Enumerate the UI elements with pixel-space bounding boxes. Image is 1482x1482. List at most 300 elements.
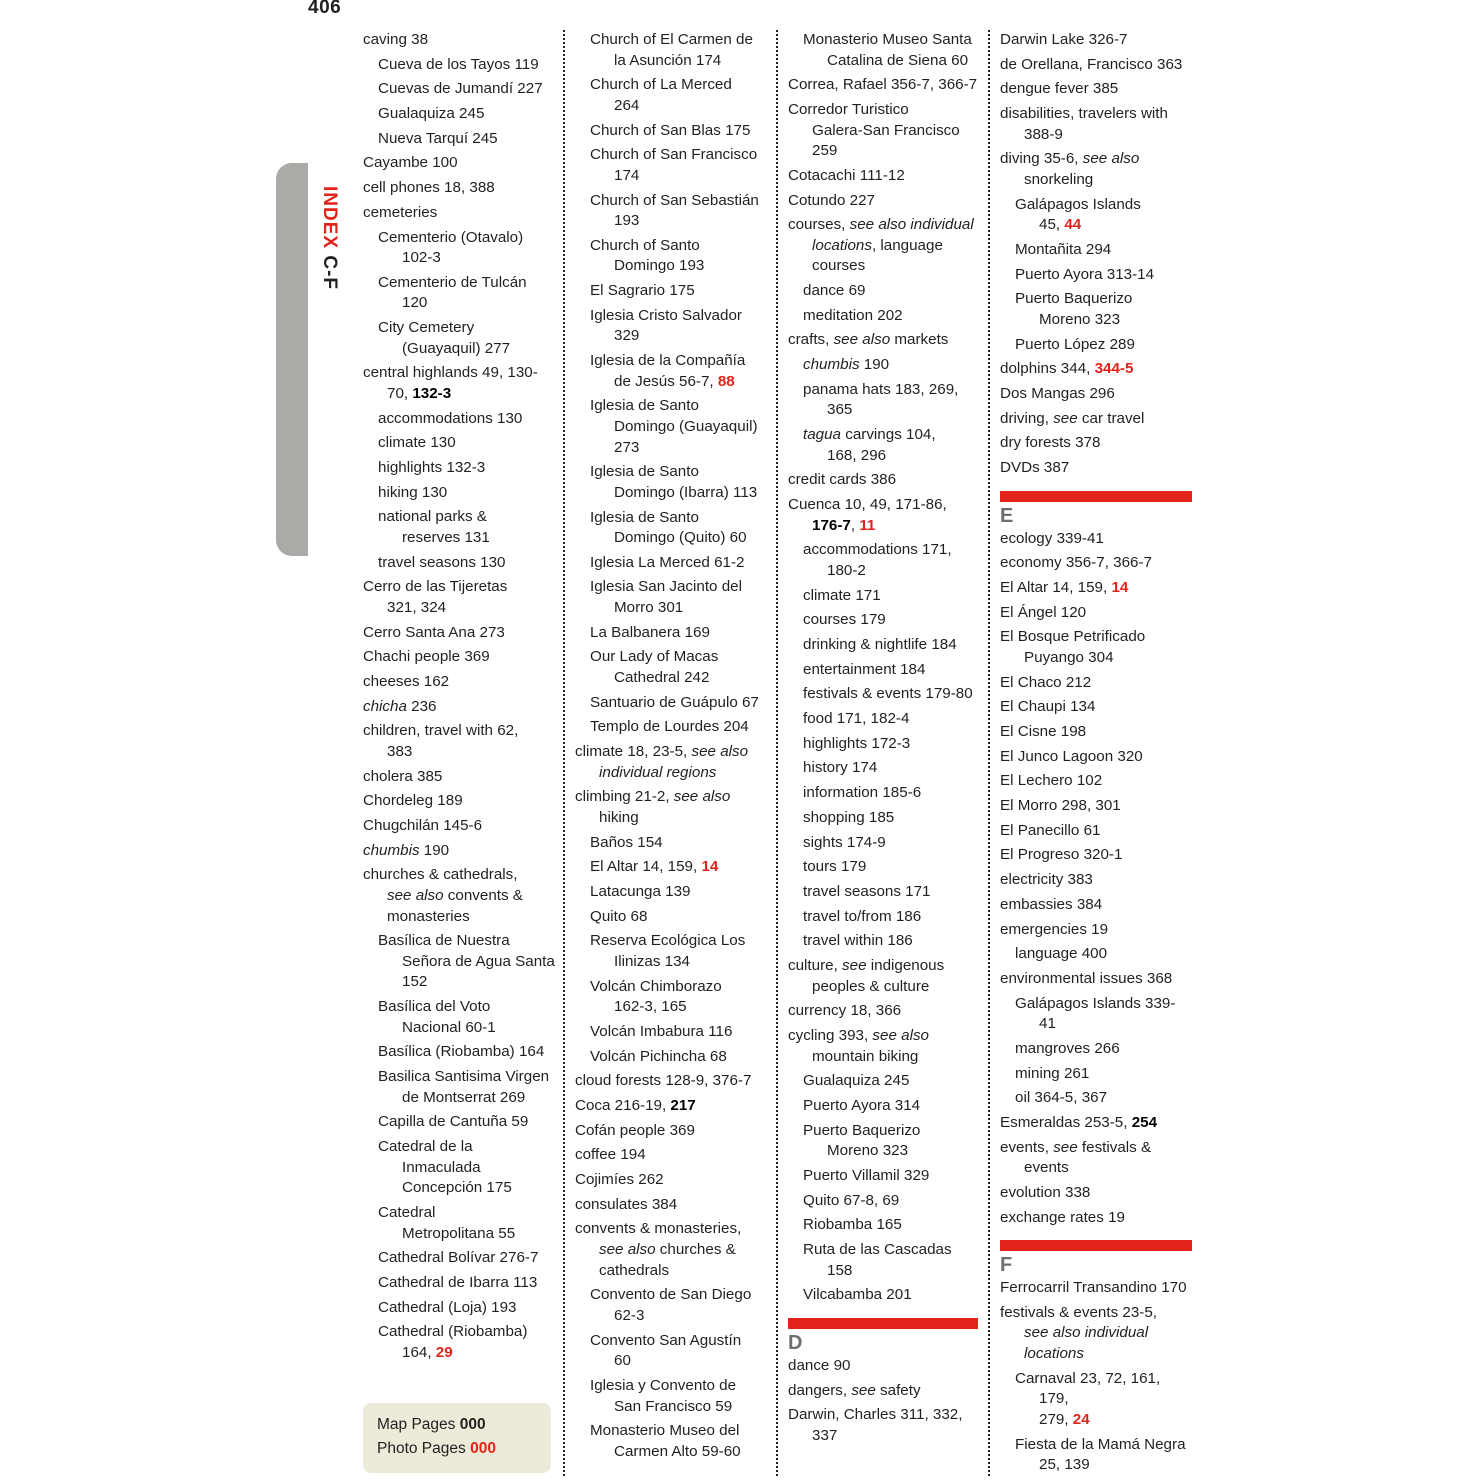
entry-text: mountain biking bbox=[812, 1047, 919, 1065]
entry-text: Iglesia de Santo Domingo (Ibarra) 113 bbox=[590, 463, 758, 501]
column-divider bbox=[988, 30, 990, 1476]
index-subentry bbox=[363, 1273, 555, 1294]
entry-text: Cuenca 10, 49, 171-86, bbox=[788, 496, 947, 514]
entry-text: Basílica del Voto Nacional 60-1 bbox=[378, 998, 496, 1036]
index-subentry bbox=[788, 1240, 978, 1281]
entry-text: Catedral Metropolitana 55 bbox=[378, 1203, 516, 1242]
entry-text: Cojimíes 262 bbox=[575, 1171, 664, 1189]
entry-text: Cathedral Bolívar 276-7 bbox=[378, 1249, 539, 1267]
entry-text: Cementerio de Tulcán 120 bbox=[378, 273, 527, 312]
index-entry bbox=[1000, 359, 1192, 380]
index-entry bbox=[1000, 433, 1192, 454]
index-entry bbox=[1000, 796, 1192, 817]
index-entry bbox=[575, 1071, 767, 1092]
index-subentry bbox=[1000, 994, 1192, 1035]
photo-pages-value: 000 bbox=[470, 1440, 496, 1457]
entry-text: El Lechero 102 bbox=[1000, 772, 1103, 790]
index-subentry bbox=[1000, 1369, 1192, 1431]
index-side-tab bbox=[276, 163, 308, 556]
index-entry bbox=[788, 75, 978, 96]
index-subentry bbox=[1000, 195, 1192, 236]
entry-text: Quito 68 bbox=[590, 907, 648, 925]
index-subentry bbox=[575, 462, 767, 503]
index-subentry bbox=[788, 610, 978, 631]
entry-text: Riobamba 165 bbox=[803, 1216, 902, 1234]
entry-text: climate 130 bbox=[378, 434, 456, 452]
entry-text: history 174 bbox=[803, 759, 878, 777]
index-entry bbox=[363, 203, 555, 224]
index-subentry bbox=[575, 306, 767, 347]
index-entry bbox=[1000, 553, 1192, 574]
index-entry bbox=[788, 166, 978, 187]
entry-text: Chugchilán 145-6 bbox=[363, 817, 483, 835]
entry-text: Iglesia de Santo Domingo (Guayaquil) 273 bbox=[590, 397, 758, 456]
entry-italic-text: see bbox=[1053, 409, 1078, 427]
entry-text: Nueva Tarquí 245 bbox=[378, 129, 498, 147]
entry-text: Vilcabamba 201 bbox=[803, 1286, 912, 1304]
entry-text: caving 38 bbox=[363, 31, 429, 48]
entry-text: El Altar 14, 159, bbox=[590, 858, 702, 876]
entry-text: emergencies 19 bbox=[1000, 920, 1109, 938]
index-entry bbox=[363, 577, 555, 618]
index-column-1 bbox=[363, 30, 555, 1368]
index-subentry bbox=[575, 236, 767, 277]
map-page-ref: 132-3 bbox=[412, 384, 452, 402]
index-subentry bbox=[575, 931, 767, 972]
entry-text: Iglesia y Convento de San Francisco 59 bbox=[590, 1376, 737, 1415]
entry-text: Volcán Chimborazo 162-3, 165 bbox=[590, 977, 722, 1016]
index-subentry bbox=[575, 508, 767, 549]
index-subentry bbox=[1000, 1435, 1192, 1476]
entry-text: cholera 385 bbox=[363, 767, 443, 785]
entry-text: indigenous peoples & culture bbox=[812, 956, 945, 995]
entry-text: , language courses bbox=[812, 236, 943, 275]
entry-text: food 171, 182-4 bbox=[803, 710, 910, 728]
index-entry bbox=[1000, 845, 1192, 866]
index-entry bbox=[1000, 104, 1192, 145]
index-entry bbox=[1000, 149, 1192, 190]
index-entry bbox=[788, 1381, 978, 1402]
column-divider bbox=[563, 30, 565, 1476]
entry-text: La Balbanera 169 bbox=[590, 623, 710, 641]
entry-text: culture, bbox=[788, 956, 843, 974]
entry-text: Basílica (Riobamba) 164 bbox=[378, 1043, 545, 1061]
index-subentry bbox=[575, 857, 767, 878]
entry-text: Our Lady of Macas Cathedral 242 bbox=[590, 648, 719, 687]
page-number: 406 bbox=[308, 0, 342, 18]
entry-text: festivals & events 23-5, bbox=[1000, 1303, 1158, 1321]
photo-page-ref: 14 bbox=[1111, 578, 1129, 596]
entry-text: cell phones 18, 388 bbox=[363, 179, 495, 197]
photo-page-ref: 344-5 bbox=[1094, 360, 1134, 378]
entry-text: economy 356-7, 366-7 bbox=[1000, 554, 1152, 572]
entry-text: cheeses 162 bbox=[363, 673, 450, 690]
entry-text: travel seasons 130 bbox=[378, 553, 506, 571]
index-entry bbox=[363, 30, 555, 51]
entry-italic-text: see also bbox=[599, 1241, 656, 1259]
entry-text: travel seasons 171 bbox=[803, 882, 931, 900]
entry-italic-text: see bbox=[842, 956, 867, 974]
section-bar bbox=[1000, 491, 1192, 502]
index-entry bbox=[363, 767, 555, 788]
index-subentry bbox=[788, 355, 978, 376]
entry-text: de Orellana, Francisco 363 bbox=[1000, 55, 1183, 73]
index-subentry bbox=[575, 191, 767, 232]
photo-pages-label: Photo Pages bbox=[377, 1440, 466, 1457]
index-word: INDEX bbox=[319, 186, 340, 250]
index-entry bbox=[575, 1145, 767, 1166]
index-subentry bbox=[575, 1421, 767, 1462]
map-page-ref: 176-7 bbox=[812, 516, 851, 534]
page-legend bbox=[363, 1403, 551, 1473]
entry-text: Dos Mangas 296 bbox=[1000, 384, 1115, 402]
index-entry bbox=[363, 816, 555, 837]
index-subentry bbox=[363, 1067, 555, 1108]
entry-text: El Panecillo 61 bbox=[1000, 821, 1101, 839]
index-entry bbox=[575, 1096, 767, 1117]
index-subentry bbox=[363, 458, 555, 479]
entry-text: panama hats 183, 269, 365 bbox=[803, 380, 959, 419]
index-subentry bbox=[575, 647, 767, 688]
entry-text: drinking & nightlife 184 bbox=[803, 636, 957, 654]
entry-text: Cerro Santa Ana 273 bbox=[363, 623, 505, 641]
entry-text: currency 18, 366 bbox=[788, 1002, 902, 1020]
entry-text: Cathedral (Riobamba) 164, bbox=[378, 1323, 528, 1361]
index-entry bbox=[788, 191, 978, 212]
index-subentry bbox=[363, 1042, 555, 1063]
entry-text: Capilla de Cantuña 59 bbox=[378, 1113, 529, 1131]
entry-text: Corredor Turistico Galera-San Francisco 259 bbox=[788, 100, 960, 160]
index-entry bbox=[363, 647, 555, 668]
entry-text: Church of La Merced 264 bbox=[590, 76, 732, 114]
entry-text: accommodations 171, 180-2 bbox=[803, 541, 952, 579]
entry-text: language 400 bbox=[1015, 945, 1108, 963]
map-pages-line bbox=[377, 1413, 551, 1437]
index-subentry bbox=[363, 79, 555, 100]
index-subentry bbox=[575, 396, 767, 458]
index-subentry bbox=[788, 1285, 978, 1306]
entry-text: Church of San Sebastián 193 bbox=[590, 191, 759, 230]
index-entry bbox=[1000, 673, 1192, 694]
entry-text: Convento de San Diego 62-3 bbox=[590, 1286, 752, 1324]
entry-text: markets bbox=[890, 331, 949, 349]
index-column-2 bbox=[575, 30, 767, 1466]
entry-text: coffee 194 bbox=[575, 1146, 646, 1164]
entry-text: mangroves 266 bbox=[1015, 1039, 1120, 1057]
index-entry bbox=[1000, 578, 1192, 599]
entry-text: credit cards 386 bbox=[788, 471, 897, 489]
index-subentry bbox=[788, 833, 978, 854]
entry-text: Correa, Rafael 356-7, 366-7 bbox=[788, 76, 978, 94]
entry-text: Puerto Baquerizo Moreno 323 bbox=[1015, 290, 1133, 328]
index-subentry bbox=[788, 660, 978, 681]
entry-text: highlights 132-3 bbox=[378, 459, 486, 476]
entry-text: car travel bbox=[1077, 409, 1145, 427]
index-subentry bbox=[575, 623, 767, 644]
entry-text: Galápagos Islands 45, bbox=[1015, 195, 1141, 234]
entry-text: 190 bbox=[859, 356, 890, 374]
index-subentry bbox=[1000, 240, 1192, 261]
entry-italic-text: see also individual locations bbox=[1024, 1324, 1149, 1363]
entry-text: tours 179 bbox=[803, 858, 867, 876]
entry-text: El Bosque Petrificado Puyango 304 bbox=[1000, 628, 1146, 666]
entry-text: Volcán Imbabura 116 bbox=[590, 1022, 733, 1040]
entry-italic-text: see also bbox=[1082, 150, 1140, 168]
entry-italic-text: see also bbox=[833, 331, 891, 349]
entry-text: mining 261 bbox=[1015, 1064, 1090, 1082]
index-subentry bbox=[788, 783, 978, 804]
index-subentry bbox=[363, 228, 555, 269]
entry-text: Monasterio Museo del Carmen Alto 59-60 bbox=[590, 1422, 741, 1460]
entry-text: Chordeleg 189 bbox=[363, 792, 463, 810]
entry-text: disabilities, travelers with 388-9 bbox=[1000, 105, 1168, 143]
index-entry bbox=[1000, 1183, 1192, 1204]
index-entry bbox=[1000, 1208, 1192, 1229]
entry-text: Cuevas de Jumandí 227 bbox=[378, 80, 543, 98]
section-bar bbox=[788, 1318, 978, 1329]
entry-text: dolphins 344, bbox=[1000, 360, 1095, 378]
entry-text: dance 90 bbox=[788, 1356, 851, 1374]
entry-text: City Cemetery (Guayaquil) 277 bbox=[378, 319, 511, 357]
entry-text: churches & cathedrals, bbox=[363, 866, 518, 884]
entry-text: national parks & reserves 131 bbox=[378, 508, 490, 546]
index-entry bbox=[363, 697, 555, 718]
entry-text: information 185-6 bbox=[803, 784, 922, 802]
entry-text: Iglesia San Jacinto del Morro 301 bbox=[590, 578, 742, 617]
index-entry bbox=[788, 1356, 978, 1377]
entry-text: convents & monasteries, bbox=[575, 1220, 742, 1238]
entry-italic-text: chumbis bbox=[803, 356, 860, 374]
index-subentry bbox=[575, 1047, 767, 1068]
index-entry bbox=[575, 787, 767, 828]
entry-text: El Sagrario 175 bbox=[590, 282, 695, 300]
entry-text: Galápagos Islands 339-41 bbox=[1015, 994, 1176, 1033]
entry-text: El Morro 298, 301 bbox=[1000, 797, 1121, 815]
index-entry bbox=[1000, 409, 1192, 430]
index-entry bbox=[1000, 1113, 1192, 1134]
entry-text: Cofán people 369 bbox=[575, 1121, 695, 1139]
index-subentry bbox=[788, 30, 978, 71]
index-entry bbox=[1000, 603, 1192, 624]
entry-text: Templo de Lourdes 204 bbox=[590, 718, 749, 736]
entry-text: courses 179 bbox=[803, 611, 886, 629]
index-entry bbox=[363, 865, 555, 927]
entry-text: cycling 393, bbox=[788, 1026, 873, 1044]
entry-text: shopping 185 bbox=[803, 808, 895, 826]
section-bar bbox=[1000, 1240, 1192, 1251]
index-entry bbox=[1000, 79, 1192, 100]
entry-text: Coca 216-19, bbox=[575, 1097, 671, 1115]
index-entry bbox=[788, 470, 978, 491]
index-entry bbox=[575, 1219, 767, 1281]
index-subentry bbox=[788, 684, 978, 705]
entry-text: Cerro de las Tijeretas 321, 324 bbox=[363, 578, 508, 616]
section-letter: D bbox=[788, 1331, 803, 1354]
photo-pages-line bbox=[377, 1437, 551, 1461]
entry-text: Puerto Villamil 329 bbox=[803, 1166, 930, 1184]
index-subentry bbox=[575, 833, 767, 854]
index-subentry bbox=[575, 717, 767, 738]
index-subentry bbox=[575, 145, 767, 186]
entry-text: DVDs 387 bbox=[1000, 459, 1070, 476]
entry-italic-text: see also individual locations bbox=[812, 216, 974, 254]
entry-text: cloud forests 128-9, 376-7 bbox=[575, 1072, 752, 1090]
index-entry bbox=[363, 363, 555, 404]
index-subentry bbox=[363, 318, 555, 359]
index-subentry bbox=[575, 1376, 767, 1417]
index-entry bbox=[788, 495, 978, 536]
index-subentry bbox=[788, 1121, 978, 1162]
index-subentry bbox=[1000, 1039, 1192, 1060]
index-entry bbox=[1000, 1138, 1192, 1179]
entry-text: driving, bbox=[1000, 409, 1054, 427]
entry-text: evolution 338 bbox=[1000, 1183, 1091, 1201]
index-subentry bbox=[363, 104, 555, 125]
index-subentry bbox=[788, 1191, 978, 1212]
entry-text: Gualaquiza 245 bbox=[803, 1072, 910, 1090]
index-entry bbox=[363, 841, 555, 862]
index-entry bbox=[575, 742, 767, 783]
index-entry bbox=[788, 1405, 978, 1446]
entry-text: cemeteries bbox=[363, 203, 438, 221]
index-subentry bbox=[788, 857, 978, 878]
index-entry bbox=[1000, 747, 1192, 768]
entry-text: courses, bbox=[788, 216, 850, 234]
index-entry bbox=[363, 721, 555, 762]
index-subentry bbox=[575, 30, 767, 71]
index-entry bbox=[363, 153, 555, 174]
entry-text: travel to/from 186 bbox=[803, 907, 922, 925]
index-subentry bbox=[788, 281, 978, 302]
entry-italic-text: see bbox=[1053, 1138, 1078, 1156]
index-subentry bbox=[1000, 265, 1192, 286]
entry-text: climate 171 bbox=[803, 586, 881, 604]
index-subentry bbox=[575, 351, 767, 392]
index-subentry bbox=[575, 281, 767, 302]
entry-text: Cueva de los Tayos 119 bbox=[378, 55, 539, 73]
index-subentry bbox=[1000, 944, 1192, 965]
index-subentry bbox=[575, 882, 767, 903]
entry-text: festivals & events 179-80 bbox=[803, 685, 973, 703]
index-subentry bbox=[363, 931, 555, 993]
index-entry bbox=[575, 1170, 767, 1191]
index-entry bbox=[788, 1001, 978, 1022]
entry-text: embassies 384 bbox=[1000, 895, 1103, 913]
index-entry bbox=[363, 178, 555, 199]
index-subentry bbox=[788, 635, 978, 656]
entry-text: climbing 21-2, bbox=[575, 788, 674, 806]
index-subentry bbox=[363, 1137, 555, 1199]
entry-text: 236 bbox=[406, 697, 437, 715]
index-subentry bbox=[363, 55, 555, 76]
entry-italic-text: see also bbox=[673, 788, 731, 806]
entry-text: Ferrocarril Transandino 170 bbox=[1000, 1279, 1187, 1297]
index-subentry bbox=[788, 1215, 978, 1236]
entry-text: Iglesia La Merced 61-2 bbox=[590, 553, 745, 571]
entry-text: environmental issues 368 bbox=[1000, 969, 1173, 987]
index-entry bbox=[363, 791, 555, 812]
index-subentry bbox=[363, 409, 555, 430]
entry-text: entertainment 184 bbox=[803, 660, 926, 678]
index-subentry bbox=[363, 483, 555, 504]
entry-text: Santuario de Guápulo 67 bbox=[590, 693, 759, 711]
index-subentry bbox=[575, 693, 767, 714]
entry-text: dry forests 378 bbox=[1000, 434, 1101, 452]
entry-text: Ruta de las Cascadas 158 bbox=[803, 1240, 952, 1279]
entry-italic-text: chumbis bbox=[363, 841, 420, 859]
entry-italic-text: tagua bbox=[803, 426, 842, 444]
entry-text: Convento San Agustín 60 bbox=[590, 1331, 742, 1370]
map-pages-value: 000 bbox=[459, 1416, 486, 1433]
index-entry bbox=[1000, 458, 1192, 479]
index-entry bbox=[575, 1195, 767, 1216]
entry-text: central highlands 49, 130- 70, bbox=[363, 364, 538, 402]
section-letter: E bbox=[1000, 504, 1014, 527]
entry-text: convents & monasteries bbox=[387, 887, 523, 925]
entry-text: El Chaco 212 bbox=[1000, 673, 1092, 691]
index-subentry bbox=[788, 882, 978, 903]
entry-text: Church of San Blas 175 bbox=[590, 121, 751, 139]
index-subentry bbox=[575, 907, 767, 928]
index-subentry bbox=[363, 1248, 555, 1269]
entry-text: Chachi people 369 bbox=[363, 648, 490, 666]
index-subentry bbox=[788, 1166, 978, 1187]
entry-text: Montañita 294 bbox=[1015, 240, 1112, 258]
index-subentry bbox=[363, 1112, 555, 1133]
index-entry bbox=[1000, 30, 1192, 51]
map-pages-label: Map Pages bbox=[377, 1416, 456, 1433]
index-subentry bbox=[363, 129, 555, 150]
index-entry bbox=[1000, 722, 1192, 743]
index-subentry bbox=[788, 931, 978, 952]
entry-italic-text: see also bbox=[872, 1026, 929, 1044]
entry-text: Volcán Pichincha 68 bbox=[590, 1047, 727, 1065]
entry-text: hiking bbox=[599, 808, 639, 826]
index-range: C-F bbox=[319, 255, 340, 291]
entry-text: ecology 339-41 bbox=[1000, 529, 1104, 547]
index-subentry bbox=[575, 1285, 767, 1326]
index-entry bbox=[575, 1121, 767, 1142]
entry-text: Esmeraldas 253-5, bbox=[1000, 1113, 1132, 1131]
entry-text: El Progreso 320-1 bbox=[1000, 846, 1123, 864]
index-subentry bbox=[788, 380, 978, 421]
index-subentry bbox=[363, 1298, 555, 1319]
entry-text: travel within 186 bbox=[803, 932, 913, 950]
entry-text: safety bbox=[875, 1381, 921, 1399]
index-entry bbox=[1000, 969, 1192, 990]
entry-text: , bbox=[850, 516, 860, 534]
entry-text: snorkeling bbox=[1024, 170, 1094, 188]
entry-text: Puerto Baquerizo Moreno 323 bbox=[803, 1121, 921, 1160]
entry-text: Darwin, Charles 311, 332, 337 bbox=[788, 1406, 963, 1444]
entry-text: El Ángel 120 bbox=[1000, 603, 1087, 621]
index-entry bbox=[788, 215, 978, 277]
index-subentry bbox=[1000, 1088, 1192, 1109]
entry-text: dangers, bbox=[788, 1381, 852, 1399]
entry-text: crafts, bbox=[788, 331, 834, 349]
photo-page-ref: 11 bbox=[859, 516, 876, 534]
entry-text: carvings 104, 168, 296 bbox=[827, 426, 936, 464]
entry-text: Quito 67-8, 69 bbox=[803, 1191, 900, 1209]
entry-text: Carnaval 23, 72, 161, 179, 279, bbox=[1015, 1369, 1161, 1428]
entry-text: churches & cathedrals bbox=[599, 1241, 736, 1279]
entry-text: Cotacachi 111-12 bbox=[788, 166, 905, 184]
entry-text: consulates 384 bbox=[575, 1195, 678, 1213]
entry-text: Church of Santo Domingo 193 bbox=[590, 236, 705, 275]
section-letter: F bbox=[1000, 1254, 1013, 1277]
entry-text: Gualaquiza 245 bbox=[378, 105, 485, 123]
index-column-3 bbox=[788, 30, 978, 1450]
